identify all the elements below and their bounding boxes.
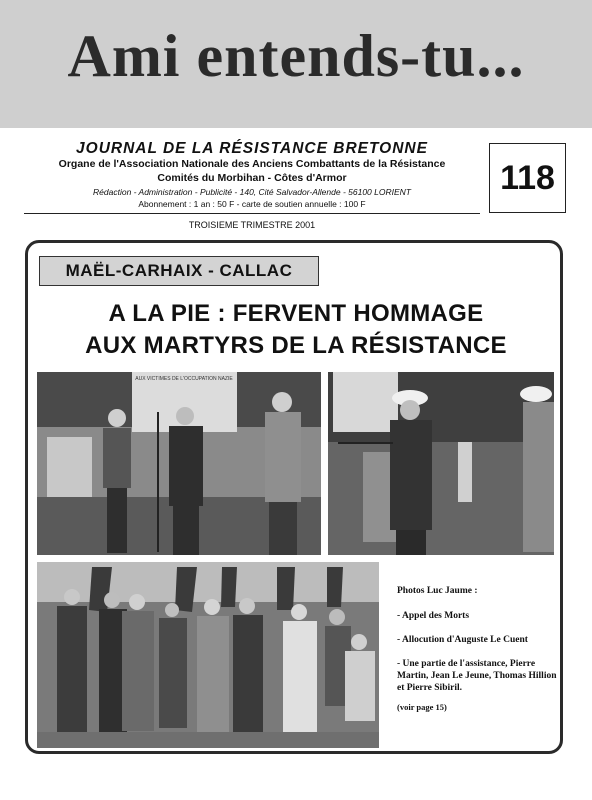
comites-line: Comités du Morbihan - Côtes d'Armor — [157, 172, 347, 184]
caption-appel: - Appel des Morts — [397, 611, 470, 621]
photo-credit: Photos Luc Jaume : — [397, 586, 478, 596]
headline-line-2: AUX MARTYRS DE LA RÉSISTANCE — [85, 332, 507, 359]
headline-line-1: A LA PIE : FERVENT HOMMAGE — [108, 300, 484, 327]
masthead-title: Ami entends-tu... — [67, 23, 525, 89]
issue-date: TROISIEME TRIMESTRE 2001 — [188, 220, 316, 230]
subscription-line: Abonnement : 1 an : 50 F - carte de soutien annuelle : 100 F — [138, 199, 366, 209]
issue-number: 118 — [489, 143, 566, 213]
journal-subtitle: JOURNAL DE LA RÉSISTANCE BRETONNE — [76, 140, 428, 157]
header-rule — [24, 213, 480, 214]
photo-allocution — [328, 372, 554, 555]
memorial-sign: AUX VICTIMES DE L'OCCUPATION NAZIE — [135, 376, 233, 382]
see-page-note: (voir page 15) — [397, 702, 447, 712]
photo-assistance — [37, 562, 379, 748]
organe-line: Organe de l'Association Nationale des Anciens Combattants de la Résistance — [58, 158, 446, 170]
caption-allocution: - Allocution d'Auguste Le Cuent — [397, 635, 528, 645]
article-location: MAËL-CARHAIX - CALLAC — [39, 256, 319, 286]
photo-appel-des-morts — [37, 372, 321, 555]
redaction-address: Rédaction - Administration - Publicité - 140, Cité Salvador-Allende - 56100 LORIENT — [93, 187, 411, 197]
masthead — [0, 0, 592, 128]
caption-assistance: - Une partie de l'assistance, Pierre Martin, Jean Le Jeune, Thomas Hillion et Pierre Sibiril. — [397, 659, 557, 693]
